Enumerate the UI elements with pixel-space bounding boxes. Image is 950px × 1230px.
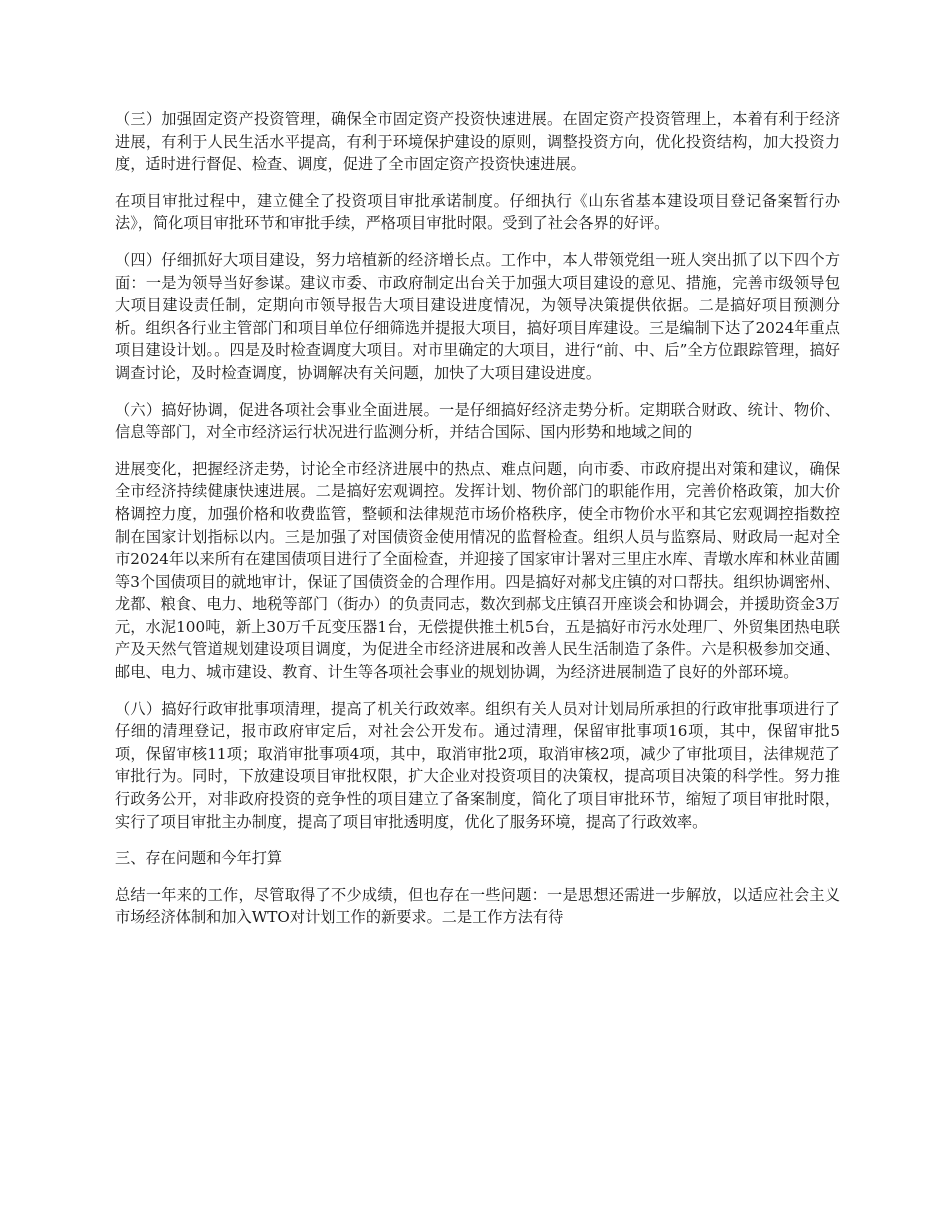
paragraph-development-changes: 进展变化，把握经济走势，讨论全市经济进展中的热点、难点问题，向市委、市政府提出对策和建议，确保全市经济持续健康快速进展。二是搞好宏观调控。发挥计划、物价部门的职能作用，完善价格政策，加大价格调控力度，加强价格和收费监管，整顿和法律规范市场价格秩序，使全市物价水平和其它宏观调控指数控制在国家计划指标以内。三是加强了对国债资金使用情况的监督检查。组织人员与监察局、财政局一起对全市2024年以来所有在建国债项目进行了全面检查，并迎接了国家审计署对三里庄水库、青墩水库和林业苗圃等3个国债项目的就地审计，保证了国债资金的合理作用。四是搞好对郝戈庄镇的对口帮扶。组织协调密州、龙都、粮食、电力、地税等部门（街办）的负责同志，数次到郝戈庄镇召开座谈会和协调会，并援助资金3万元，水泥100吨，新上30万千瓦变压器1台，无偿提供推土机5台，五是搞好市污水处理厂、外贸集团热电联产及天然气管道规划建设项目调度，为促进全市经济进展和改善人民生活制造了条件。六是积极参加交通、邮电、电力、城市建设、教育、计生等各项社会事业的规划协调，为经济进展制造了良好的外部环境。	[115, 459, 840, 682]
paragraph-major-projects: （四）仔细抓好大项目建设，努力培植新的经济增长点。工作中，本人带领党组一班人突出抓了以下四个方面：一是为领导当好参谋。建议市委、市政府制定出台关于加强大项目建设的意见、措施，完善市级领导包大项目建设责任制，定期向市领导报告大项目建设进度情况，为领导决策提供依据。二是搞好项目预测分析。组织各行业主管部门和项目单位仔细筛选并提报大项目，搞好项目库建设。三是编制下达了2024年重点项目建设计划。。四是及时检查调度大项目。对市里确定的大项目，进行“前、中、后”全方位跟踪管理，搞好调查讨论，及时检查调度，协调解决有关问题，加快了大项目建设进度。	[115, 250, 840, 382]
paragraph-summary: 总结一年来的工作，尽管取得了不少成绩，但也存在一些问题：一是思想还需进一步解放，以适应社会主义市场经济体制和加入WTO对计划工作的新要求。二是工作方法有待	[115, 885, 840, 927]
paragraph-fixed-asset-investment: （三）加强固定资产投资管理，确保全市固定资产投资快速进展。在固定资产投资管理上，本着有利于经济进展，有利于人民生活水平提高，有利于环境保护建设的原则，调整投资方向，优化投资结构，加大投资力度，适时进行督促、检查、调度，促进了全市固定资产投资快速进展。	[115, 110, 840, 174]
paragraph-approval-process: 在项目审批过程中，建立健全了投资项目审批承诺制度。仔细执行《山东省基本建设项目登记备案暂行办法》，简化项目审批环节和审批手续，严格项目审批时限。受到了社会各界的好评。	[115, 191, 840, 233]
section-heading-problems-plans: 三、存在问题和今年打算	[115, 849, 283, 868]
paragraph-coordination: （六）搞好协调，促进各项社会事业全面进展。一是仔细搞好经济走势分析。定期联合财政、统计、物价、信息等部门，对全市经济运行状况进行监测分析，并结合国际、国内形势和地域之间的	[115, 400, 840, 442]
document-body	[115, 108, 840, 943]
paragraph-administrative-approval: （八）搞好行政审批事项清理，提高了机关行政效率。组织有关人员对计划局所承担的行政审批事项进行了仔细的清理登记，报市政府审定后，对社会公开发布。通过清理，保留审批事项16项，其中，保留审批5项，保留审核11项；取消审批事项4项，其中，取消审批2项，取消审核2项，减少了审批项目，法律规范了审批行为。同时，下放建设项目审批权限，扩大企业对投资项目的决策权，提高项目决策的科学性。努力推行政务公开，对非政府投资的竞争性的项目建立了备案制度，简化了项目审批环节，缩短了项目审批时限，实行了项目审批主办制度，提高了项目审批透明度，优化了服务环境，提高了行政效率。	[115, 699, 840, 831]
